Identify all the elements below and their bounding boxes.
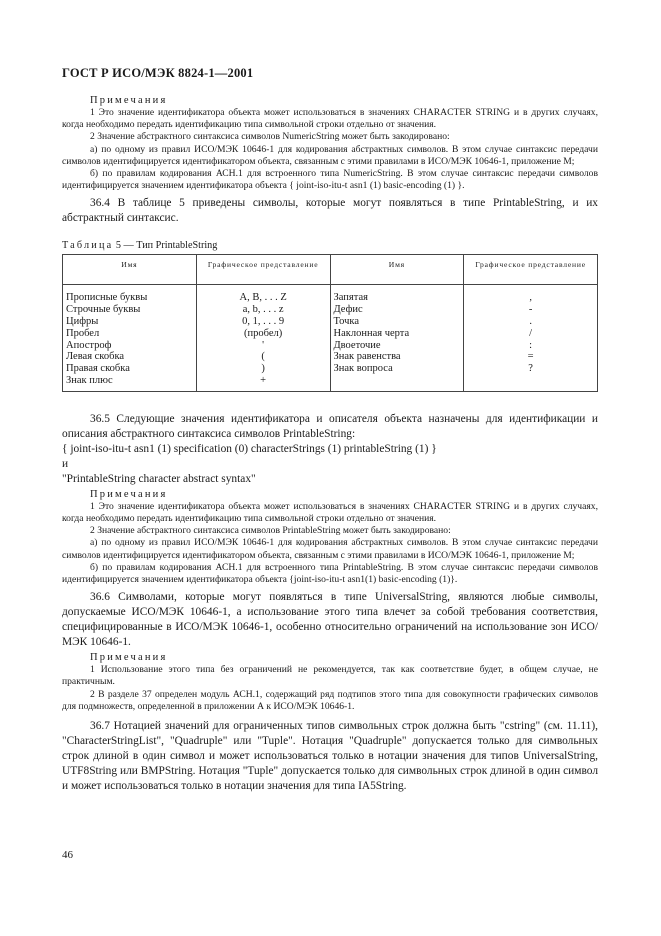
table-cell: =: [464, 351, 598, 363]
note-paragraph: 2 Значение абстрактного синтаксиса символов NumericString может быть закодировано:: [90, 131, 450, 143]
paragraph-36-7: 36.7 Нотацией значений для ограниченных типов символьных строк должна быть "cstring" (см. 11.11), "CharacterStringList", "Quadruple" или "Tuple". Нотация "Quadruple" допускается только для символьных строк длиной в один символ и может использоваться только в нотации значения для типов UniversalString, UTF8String или BMPString. Нотация "Tuple" допускается только для символьных строк длиной в один символ и может использоваться только в нотации значения для типа IA5String.: [62, 720, 598, 793]
table-cell: Левая скобка: [63, 351, 197, 363]
table-cell: Пробел: [63, 328, 197, 340]
table-cell: ?: [464, 363, 598, 375]
table-row: [63, 363, 598, 375]
note-paragraph: 2 В разделе 37 определен модуль АСН.1, содержащий ряд подтипов этого типа для совокупности графических символов для подмножеств, определенной в приложении А к ИСО/МЭК 10646-1.: [62, 688, 598, 712]
table-cell: Правая скобка: [63, 363, 197, 375]
table-cell: ': [196, 340, 330, 352]
table-header-cell: Графическое представление: [196, 255, 330, 285]
table-header-cell: Имя: [330, 255, 464, 285]
table-cell: Точка: [330, 316, 464, 328]
note-paragraph: б) по правилам кодирования АСН.1 для встроенного типа PrintableString. В этом случае синтаксис передачи символов идентифицируется значением идентификатора объекта {joint-iso-itu-t asn1(1) basic-encoding (1)}.: [62, 561, 598, 586]
table-caption-label: Таблица: [62, 240, 114, 252]
table-caption-title: 5 — Тип PrintableString: [115, 240, 218, 252]
table-cell: ,: [464, 285, 598, 304]
table-cell: a, b, . . . z: [196, 304, 330, 316]
table-row: [63, 340, 598, 352]
table-row: [63, 316, 598, 328]
table-cell: /: [464, 328, 598, 340]
table-row: [63, 375, 598, 391]
table-cell: Запятая: [330, 285, 464, 304]
notes-title: Примечания: [90, 488, 168, 500]
notes-title: Примечания: [90, 95, 168, 106]
table-header-cell: Графическое представление: [464, 255, 598, 285]
note-paragraph: 1 Это значение идентификатора объекта может использоваться в значениях CHARACTER STRING и в других случаях, когда необходимо передать идентификацию типа символьной строки отдельно от значения.: [62, 500, 598, 524]
table-row: [63, 304, 598, 316]
page-number: 46: [62, 849, 73, 861]
table-cell: Двоеточие: [330, 340, 464, 352]
conjunction-and: и: [62, 457, 69, 470]
paragraph-36-5: 36.5 Следующие значения идентификатора и описателя объекта назначены для идентификации и описания абстрактного синтаксиса символов PrintableString:: [62, 412, 598, 440]
table-cell: 0, 1, . . . 9: [196, 316, 330, 328]
table-cell: (пробел): [196, 328, 330, 340]
table-cell: [464, 375, 598, 391]
object-descriptor-line: "PrintableString character abstract syntax": [62, 472, 256, 485]
note-paragraph: а) по одному из правил ИСО/МЭК 10646-1 для кодирования абстрактных символов. В этом случае синтаксис передачи символов идентифицируется идентификатором объекта, связанным с этими правилами в ИСО/МЭК 10646-1, приложение М;: [62, 143, 598, 167]
table-cell: +: [196, 375, 330, 391]
table-body: [63, 285, 598, 391]
object-identifier-line: { joint-iso-itu-t asn1 (1) specification (0) characterStrings (1) printableString (1) }: [62, 442, 437, 455]
table-cell: Знак равенства: [330, 351, 464, 363]
document-header: ГОСТ Р ИСО/МЭК 8824-1—2001: [62, 66, 254, 80]
table-cell: Дефис: [330, 304, 464, 316]
notes-block-3: [62, 652, 598, 713]
table-row: [63, 351, 598, 363]
note-paragraph: а) по одному из правил ИСО/МЭК 10646-1 для кодирования абстрактных символов. В этом случае синтаксис передачи символов идентифицируется идентификатором объекта, связанным с этими правилами в ИСО/МЭК 10646-1, приложение М;: [62, 537, 598, 561]
note-paragraph: 1 Использование этого типа без ограничений не рекомендуется, так как соответствие будет, в общем случае, не практичным.: [62, 664, 598, 688]
table-cell: ): [196, 363, 330, 375]
table-cell: Строчные буквы: [63, 304, 197, 316]
table-cell: (: [196, 351, 330, 363]
note-paragraph: 2 Значение абстрактного синтаксиса символов PrintableString может быть закодировано:: [90, 525, 451, 537]
table-cell: Знак вопроса: [330, 363, 464, 375]
table-cell: Цифры: [63, 316, 197, 328]
note-paragraph: б) по правилам кодирования АСН.1 для встроенного типа NumericString. В этом случае синтаксис передачи символов идентифицируется значением идентификатора объекта { joint-iso-itu-t asn1 (1) basic-encoding (1) }.: [62, 168, 598, 192]
paragraph-36-6: 36.6 Символами, которые могут появляться в типе UniversalString, являются любые символы, допускаемые ИСО/МЭК 10646-1, а использование этого типа влечет за собой требования соответствия, специфицированные в ИСО/МЭК 10646-1, особенно относительно ограничений на использование зон ИСО/МЭК 10646-1.: [62, 591, 598, 649]
notes-block-2: [62, 489, 598, 586]
table-cell: Прописные буквы: [63, 285, 197, 304]
table-cell: Знак плюс: [63, 375, 197, 391]
printablestring-table: [62, 254, 598, 391]
table-cell: :: [464, 340, 598, 352]
table-row: [63, 285, 598, 304]
table-header-cell: Имя: [63, 255, 197, 285]
table-cell: Наклонная черта: [330, 328, 464, 340]
notes-block-1: [62, 95, 598, 192]
table-cell: Апостроф: [63, 340, 197, 352]
document-page: [62, 66, 598, 794]
table-cell: -: [464, 304, 598, 316]
paragraph-36-4: 36.4 В таблице 5 приведены символы, которые могут появляться в типе PrintableString, и их абстрактный синтаксис.: [62, 197, 598, 225]
note-paragraph: 1 Это значение идентификатора объекта может использоваться в значениях CHARACTER STRING и в других случаях, когда необходимо передать идентификацию типа символьной строки отдельно от значения.: [62, 107, 598, 131]
table-caption: [62, 240, 598, 251]
notes-title: Примечания: [90, 652, 168, 664]
table-row: [63, 328, 598, 340]
table-cell: .: [464, 316, 598, 328]
table-cell: A, B, . . . Z: [196, 285, 330, 304]
table-cell: [330, 375, 464, 391]
